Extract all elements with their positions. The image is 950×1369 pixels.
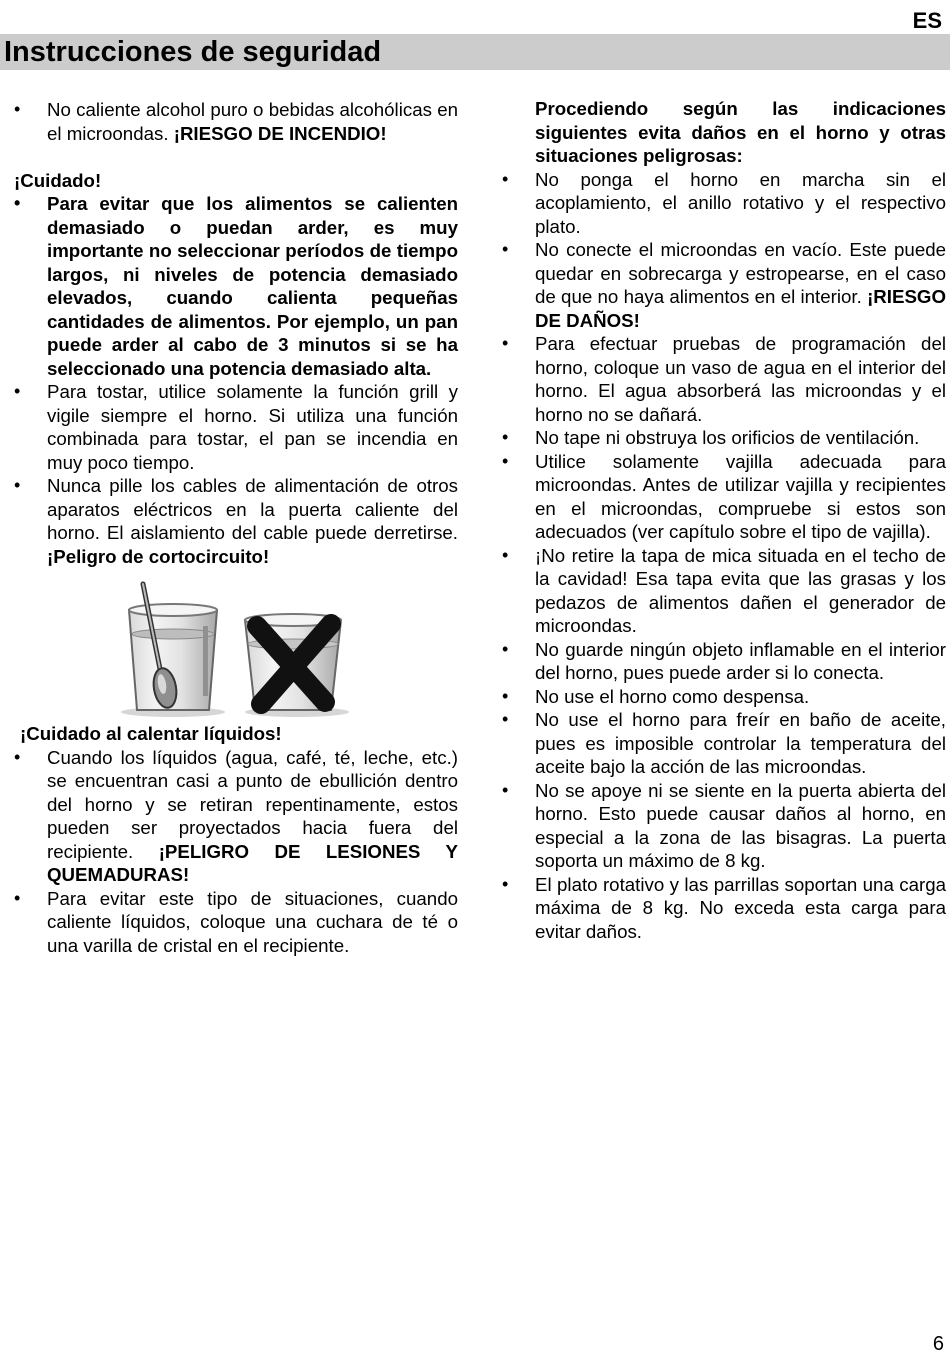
glasses-illustration: [117, 576, 355, 718]
left-list-2: [14, 192, 458, 568]
burn-injury-warning: ¡PELIGRO DE LESIONES Y QUEMADURAS!: [47, 840, 458, 885]
list-item: • No guarde ningún objeto inflamable en el interior del horno, pues puede arder si lo conecta.: [502, 638, 946, 685]
short-circuit-warning: ¡Peligro de cortocircuito!: [47, 545, 270, 567]
left-list-3: [14, 746, 458, 958]
list-item: • Para efectuar pruebas de programación del horno, coloque un vaso de agua en el interior del horno. El agua absorberá las microondas y el horno no se dañará.: [502, 332, 946, 426]
list-item: [14, 746, 458, 887]
page-number: 6: [932, 1333, 944, 1355]
list-item: [14, 98, 458, 145]
item-text: No conecte el microondas en vacío. Este puede quedar en sobrecarga y estropearse, en el caso de que no haya alimentos en el interior.: [535, 239, 946, 307]
list-item: • No use el horno para freír en baño de aceite, pues es imposible controlar la temperatura del aceite bajo la acción de las microondas.: [502, 708, 946, 779]
list-item: • No ponga el horno en marcha sin el acoplamiento, el anillo rotativo y el respectivo plato.: [502, 168, 946, 239]
glass-with-spoon-icon: [129, 584, 217, 710]
item-text: Nunca pille los cables de alimentación de otros aparatos eléctricos en la puerta caliente del horno. El aislamiento del cable puede derretirse.: [47, 475, 458, 543]
caution-heading: ¡Cuidado!: [14, 169, 102, 191]
list-item: • Para evitar este tipo de situaciones, cuando caliente líquidos, coloque una cuchara de té o una varilla de cristal en el recipiente.: [14, 887, 458, 958]
right-column: [502, 97, 946, 943]
glass-crossed-icon: [245, 614, 341, 710]
list-item: [14, 474, 458, 568]
list-item: [502, 238, 946, 332]
list-item: • Para tostar, utilice solamente la función grill y vigile siempre el horno. Si utiliza una función combinada para tostar, el pan se incendia en muy poco tiempo.: [14, 380, 458, 474]
liquid-caution-heading: ¡Cuidado al calentar líquidos!: [20, 723, 282, 744]
damage-risk-warning: ¡RIESGO DE DAÑOS!: [535, 286, 946, 331]
left-list-1: [14, 98, 458, 145]
list-item: • El plato rotativo y las parrillas soportan una carga máxima de 8 kg. No exceda esta carga para evitar daños.: [502, 873, 946, 944]
list-item: • Para evitar que los alimentos se calienten demasiado o puedan arder, es muy importante no seleccionar períodos de tiempo largos, ni niveles de potencia demasiado elevados, cuando calienta pequeñas cantidades de alimentos. Por ejemplo, un pan puede arder al cabo de 3 minutos si se ha seleccionado una potencia demasiado alta.: [14, 192, 458, 380]
fire-risk-warning: ¡RIESGO DE INCENDIO!: [173, 122, 387, 144]
right-list: [502, 168, 946, 944]
list-item: • No tape ni obstruya los orificios de ventilación.: [502, 426, 946, 450]
list-item: • No se apoye ni se siente en la puerta abierta del horno. Esto puede causar daños al horno, en especial a la zona de las bisagras. La puerta soporta un máximo de 8 kg.: [502, 779, 946, 873]
list-item: • ¡No retire la tapa de mica situada en el techo de la cavidad! Esa tapa evita que las grasas y los pedazos de alimentos dañen el generador de microondas.: [502, 544, 946, 638]
list-item: • Utilice solamente vajilla adecuada para microondas. Antes de utilizar vajilla y recipientes en el microondas, compruebe si estos son adecuados (ver capítulo sobre el tipo de vajilla).: [502, 450, 946, 544]
right-intro: Procediendo según las indicaciones siguientes evita daños en el horno y otras situaciones peligrosas:: [535, 98, 946, 166]
section-header-bar: [0, 34, 950, 70]
left-column: [14, 98, 458, 957]
language-code: ES: [912, 8, 942, 33]
item-text: Cuando los líquidos (agua, café, té, leche, etc.) se encuentran casi a punto de ebullición dentro del horno y se retiran repentinamente, estos pueden ser proyectados hacia fuera del recipiente.: [47, 746, 458, 862]
list-item: • No use el horno como despensa.: [502, 685, 946, 709]
page-title: Instrucciones de seguridad: [4, 36, 382, 68]
item-text: No caliente alcohol puro o bebidas alcohólicas en el microondas.: [47, 99, 458, 144]
